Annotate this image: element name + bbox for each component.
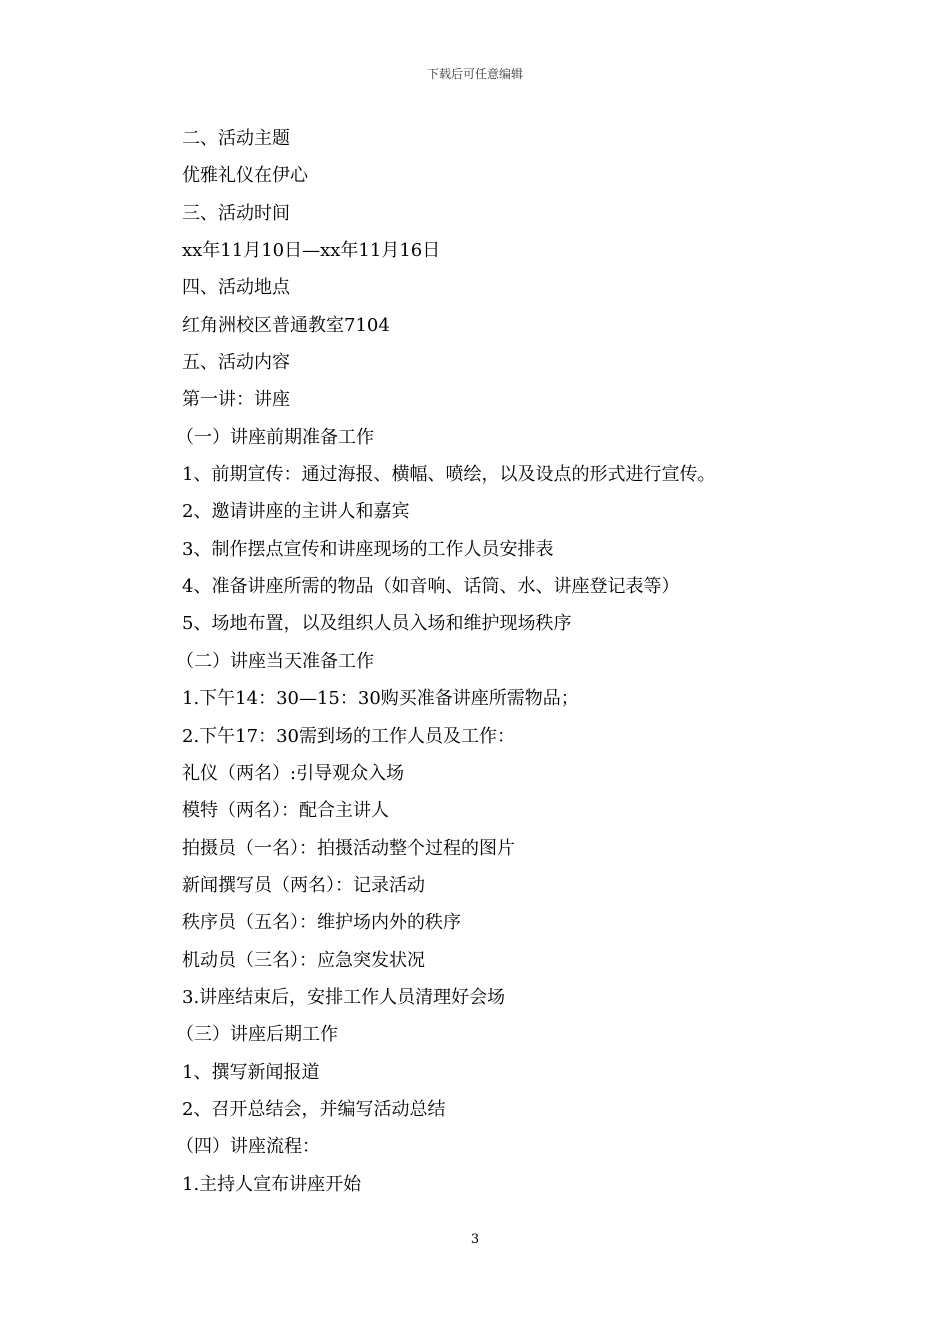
text-line: 2.下午17：30需到场的工作人员及工作： bbox=[182, 725, 515, 747]
text-line: 5、场地布置，以及组织人员入场和维护现场秩序 bbox=[182, 613, 572, 635]
text-line: 秩序员（五名）：维护场内外的秩序 bbox=[182, 912, 461, 934]
text-line: 第一讲：讲座 bbox=[182, 389, 290, 411]
text-line: 拍摄员（一名）：拍摄活动整个过程的图片 bbox=[182, 837, 515, 859]
page-header: 下载后可任意编辑 bbox=[426, 67, 523, 81]
text-line: 3.讲座结束后，安排工作人员清理好会场 bbox=[182, 986, 506, 1008]
text-line: 礼仪（两名）:引导观众入场 bbox=[182, 762, 405, 784]
text-line: 红角洲校区普通教室7104 bbox=[182, 314, 390, 336]
text-line: （二）讲座当天准备工作 bbox=[176, 650, 374, 672]
text-line: （一）讲座前期准备工作 bbox=[176, 426, 374, 448]
page-number: 3 bbox=[470, 1232, 480, 1247]
text-line: 1.主持人宣布讲座开始 bbox=[182, 1173, 362, 1195]
text-line: 2、召开总结会，并编写活动总结 bbox=[182, 1098, 446, 1120]
text-line: 五、活动内容 bbox=[182, 352, 290, 374]
text-line: xx年11月10日—xx年11月16日 bbox=[182, 240, 441, 262]
text-line: 四、活动地点 bbox=[182, 277, 290, 299]
text-line: （三）讲座后期工作 bbox=[176, 1024, 338, 1046]
text-line: 三、活动时间 bbox=[182, 202, 290, 224]
text-line: 优雅礼仪在伊心 bbox=[182, 165, 308, 187]
text-line: 二、活动主题 bbox=[182, 128, 290, 149]
text-line: 新闻撰写员（两名）：记录活动 bbox=[182, 874, 425, 896]
document-body bbox=[176, 120, 882, 1203]
text-line: 1、撰写新闻报道 bbox=[182, 1061, 320, 1083]
text-line: 2、邀请讲座的主讲人和嘉宾 bbox=[182, 501, 410, 523]
text-line: 3、制作摆点宣传和讲座现场的工作人员安排表 bbox=[182, 538, 554, 560]
text-line: 4、准备讲座所需的物品（如音响、话筒、水、讲座登记表等） bbox=[182, 576, 680, 598]
text-line: 1.下午14：30—15：30购买准备讲座所需物品； bbox=[182, 688, 579, 710]
text-line: 1、前期宣传：通过海报、横幅、喷绘，以及设点的形式进行宣传。 bbox=[182, 464, 716, 486]
text-line: 模特（两名）：配合主讲人 bbox=[182, 800, 389, 822]
text-line: 机动员（三名）：应急突发状况 bbox=[182, 949, 425, 971]
text-line: （四）讲座流程： bbox=[176, 1136, 320, 1158]
